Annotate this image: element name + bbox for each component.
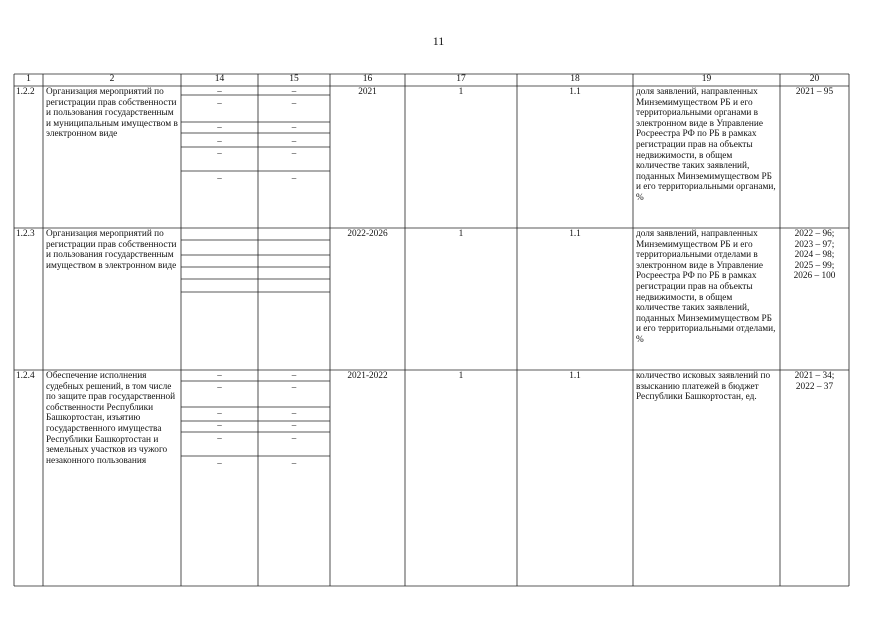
- dash-15: –: [291, 173, 297, 183]
- col-header-20: 20: [809, 74, 820, 84]
- row-number: 1.2.2: [16, 87, 35, 97]
- dash-14: –: [217, 408, 222, 418]
- dash-14: –: [217, 148, 222, 158]
- indicator-description: доля заявлений, направленных Минземимуществом РБ и его территориальными отделами в электронном виде в Управление Росреестра РФ по РБ в рамках регистрации прав на объекты недвижимости, в общем количестве таких заявлений, поданных Минземимуществом РБ и его территориальными отделами, %: [636, 229, 776, 345]
- dash-15: –: [291, 370, 297, 380]
- col-header-14: 14: [214, 74, 225, 84]
- dash-15: –: [291, 408, 297, 418]
- dash-14: –: [217, 122, 222, 132]
- col-header-17: 17: [456, 74, 466, 84]
- indicator-values: 2021 – 95: [795, 87, 834, 97]
- col-18-value: 1.1: [569, 229, 581, 239]
- dash-15: –: [291, 122, 297, 132]
- col-header-18: 18: [570, 74, 580, 84]
- col-17-value: 1: [458, 87, 464, 97]
- col-17-value: 1: [458, 371, 464, 381]
- page-number: 11: [432, 34, 445, 48]
- dash-15: –: [291, 433, 297, 443]
- dash-15: –: [291, 86, 297, 96]
- col-header-1: 1: [26, 74, 31, 84]
- col-header-2: 2: [109, 74, 115, 84]
- dash-14: –: [217, 370, 222, 380]
- dash-15: –: [291, 148, 297, 158]
- col-header-15: 15: [289, 74, 299, 84]
- dash-15: –: [291, 98, 297, 108]
- years: 2021: [358, 87, 377, 97]
- years: 2021-2022: [347, 371, 388, 381]
- years: 2022-2026: [347, 229, 388, 239]
- dash-14: –: [217, 136, 222, 146]
- measure-name: Организация мероприятий по регистрации прав собственности и пользования государственным имуществом в электронном виде: [46, 229, 177, 271]
- dash-14: –: [217, 173, 222, 183]
- dash-14: –: [217, 458, 222, 468]
- col-18-value: 1.1: [569, 371, 581, 381]
- dash-14: –: [217, 420, 222, 430]
- dash-15: –: [291, 458, 297, 468]
- measure-name: Организация мероприятий по регистрации прав собственности и пользования государственным и муниципальным имуществом в электронном виде: [46, 87, 178, 140]
- dash-14: –: [217, 86, 222, 96]
- dash-15: –: [291, 420, 297, 430]
- col-17-value: 1: [458, 229, 464, 239]
- row-number: 1.2.4: [16, 371, 35, 381]
- indicator-description: доля заявлений, направленных Минземимуществом РБ и его территориальными органами в электронном виде в Управление Росреестра РФ по РБ в рамках регистрации прав на объекты недвижимости, в общем количестве таких заявлений, поданных Минземимуществом РБ и его территориальными органами, %: [636, 87, 776, 203]
- indicator-values: 2022 – 96; 2023 – 97; 2024 – 98; 2025 – 99; 2026 – 100: [793, 229, 836, 282]
- col-18-value: 1.1: [569, 87, 581, 97]
- dash-14: –: [217, 382, 222, 392]
- indicator-values: 2021 – 34; 2022 – 37: [794, 371, 835, 392]
- col-header-19: 19: [701, 74, 712, 84]
- dash-14: –: [217, 433, 222, 443]
- indicator-description: количество исковых заявлений по взысканию платежей в бюджет Республики Башкортостан, ед.: [636, 371, 771, 403]
- dash-15: –: [291, 136, 297, 146]
- dash-14: –: [217, 98, 222, 108]
- measure-name: Обеспечение исполнения судебных решений, в том числе по защите прав государственной собственности Республики Башкортостан, изъятию государственного имущества Республики Башкортостан и земельных участков из чужого незаконного пользования: [46, 371, 176, 466]
- row-number: 1.2.3: [16, 229, 35, 239]
- col-header-16: 16: [362, 74, 373, 84]
- dash-15: –: [291, 382, 297, 392]
